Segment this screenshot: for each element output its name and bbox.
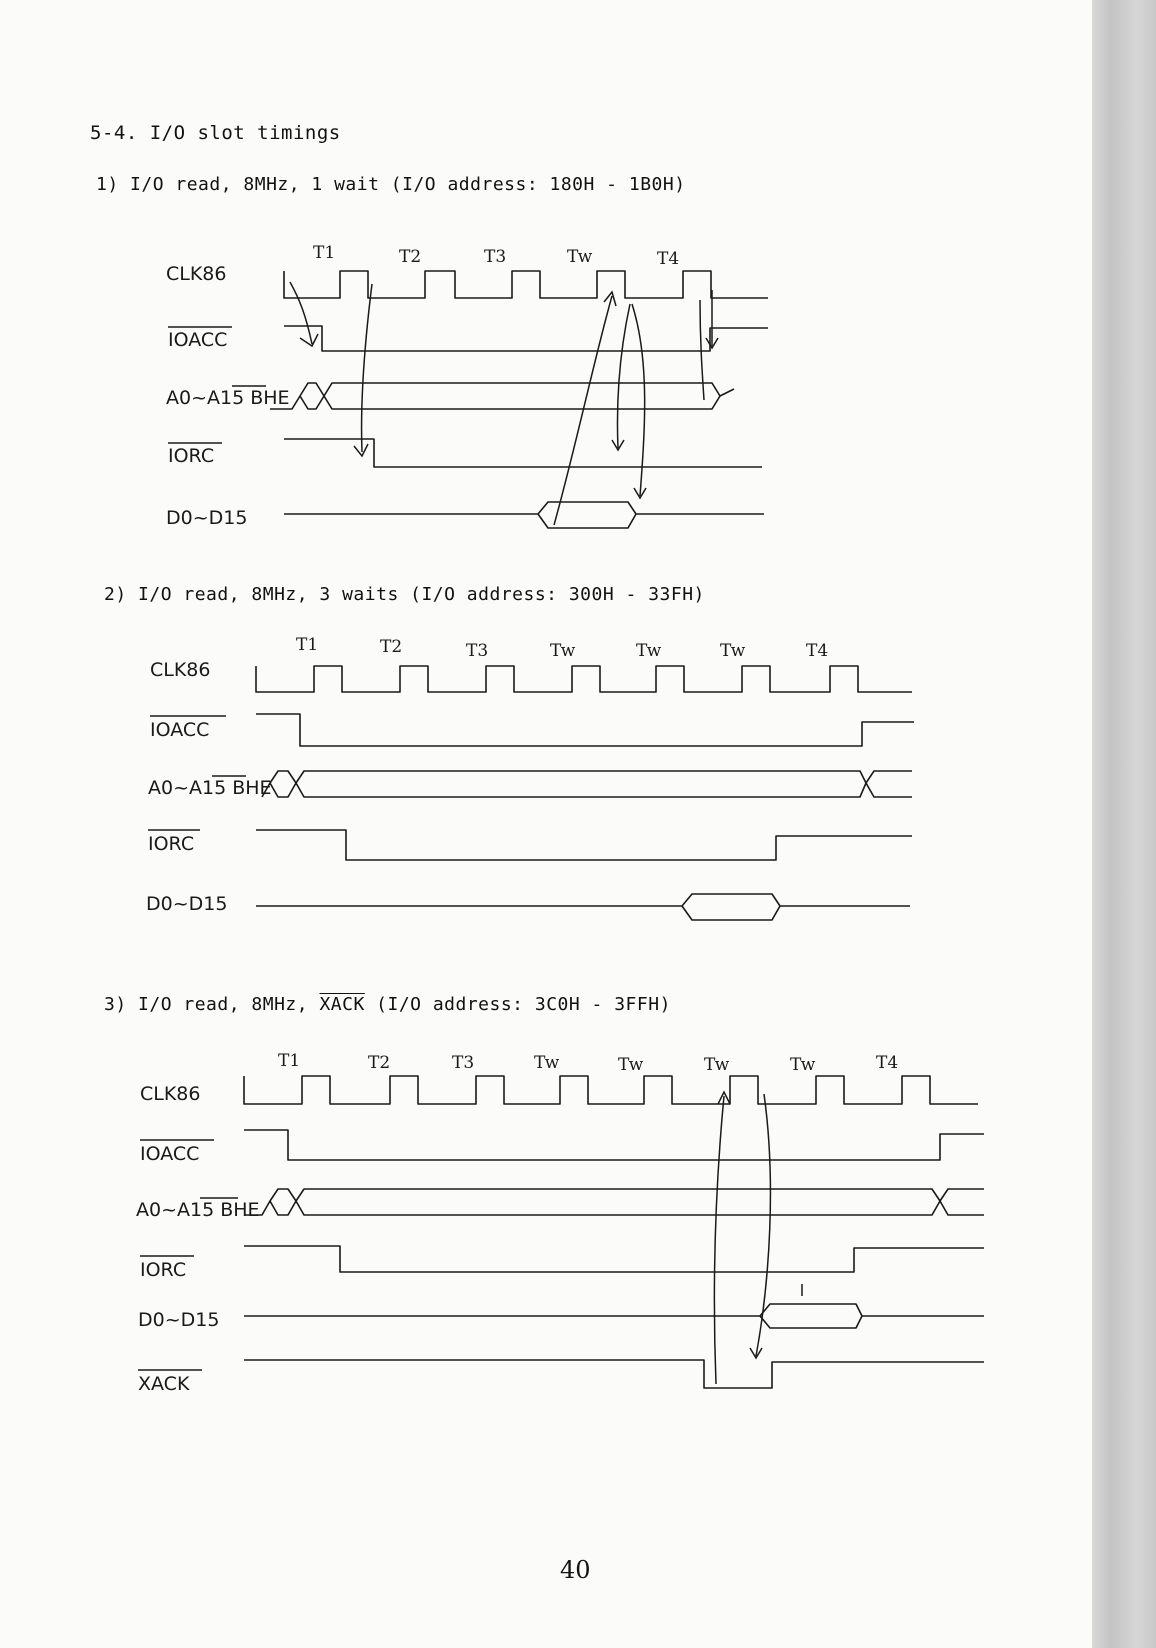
diagram-3 <box>136 1051 984 1395</box>
diagram-2-number: 2) <box>104 584 127 605</box>
diagram-1-caption: I/O read, 8MHz, 1 wait (I/O address: 180H - 1B0H) <box>130 174 686 195</box>
iorc-waveform <box>284 439 762 467</box>
ioacc-waveform <box>244 1130 984 1160</box>
signal-label-iorc: IORC <box>148 833 195 855</box>
clk86-waveform <box>244 1076 978 1104</box>
signal-label-address: A0~A15 BHE <box>166 387 290 409</box>
timing-arrow <box>714 1096 724 1384</box>
diagram-3-number: 3) <box>104 994 127 1015</box>
timing-arrow <box>554 296 612 525</box>
diagram-3-xack: XACK <box>319 994 365 1015</box>
state-label: T4 <box>657 249 680 269</box>
section-heading: 5-4. I/O slot timings <box>90 122 341 144</box>
signal-label-iorc: IORC <box>168 445 215 467</box>
xack-waveform <box>244 1360 984 1388</box>
state-label: T1 <box>296 635 319 655</box>
address-waveform <box>244 1189 984 1215</box>
signal-label-data: D0~D15 <box>146 893 228 915</box>
state-label: T2 <box>368 1053 391 1073</box>
signal-label-address: A0~A15 BHE <box>136 1199 260 1221</box>
signal-label-clk86: CLK86 <box>140 1083 201 1105</box>
signal-label-data: D0~D15 <box>138 1309 220 1331</box>
diagram-2-caption: I/O read, 8MHz, 3 waits (I/O address: 300H - 33FH) <box>138 584 705 605</box>
signal-label-ioacc: IOACC <box>150 719 210 741</box>
diagram-3-caption-suffix: (I/O address: 3C0H - 3FFH) <box>376 994 671 1015</box>
state-label: T1 <box>278 1051 301 1071</box>
state-label: Tw <box>567 247 593 267</box>
state-label: Tw <box>704 1055 730 1075</box>
state-label: Tw <box>550 641 576 661</box>
state-label: Tw <box>534 1053 560 1073</box>
diagram-1 <box>166 243 768 529</box>
timing-arrow <box>362 284 372 452</box>
state-label: Tw <box>720 641 746 661</box>
address-waveform <box>270 383 734 409</box>
data-waveform <box>244 1304 984 1328</box>
state-label: Tw <box>790 1055 816 1075</box>
state-label: T2 <box>399 247 422 267</box>
clk86-waveform <box>256 666 912 692</box>
ioacc-waveform <box>256 714 914 746</box>
iorc-waveform <box>244 1246 984 1272</box>
timing-arrow <box>290 282 312 344</box>
state-label: T3 <box>452 1053 475 1073</box>
address-waveform <box>262 771 912 797</box>
timing-arrow <box>354 444 368 456</box>
state-label: T1 <box>313 243 336 263</box>
state-label: Tw <box>618 1055 644 1075</box>
signal-label-address: A0~A15 BHE <box>148 777 272 799</box>
state-label: T3 <box>484 247 507 267</box>
diagram-3-caption: I/O read, 8MHz, <box>138 994 309 1015</box>
diagram-1-number: 1) <box>96 174 119 195</box>
data-waveform <box>256 894 910 920</box>
timing-arrow <box>700 300 704 400</box>
state-label: T4 <box>806 641 829 661</box>
page-number: 40 <box>560 1556 591 1584</box>
state-label: T2 <box>380 637 403 657</box>
signal-label-iorc: IORC <box>140 1259 187 1281</box>
signal-label-data: D0~D15 <box>166 507 248 529</box>
signal-label-clk86: CLK86 <box>166 263 227 285</box>
timing-arrow <box>300 334 318 346</box>
iorc-waveform <box>256 830 912 860</box>
timing-arrow <box>618 304 631 448</box>
diagram-2 <box>146 635 914 920</box>
signal-label-clk86: CLK86 <box>150 659 211 681</box>
state-label: T4 <box>876 1053 899 1073</box>
state-label: Tw <box>636 641 662 661</box>
signal-label-ioacc: IOACC <box>140 1143 200 1165</box>
state-label: T3 <box>466 641 489 661</box>
ioacc-waveform <box>284 326 768 351</box>
signal-label-ioacc: IOACC <box>168 329 228 351</box>
signal-label-xack: XACK <box>138 1373 190 1395</box>
data-waveform <box>284 502 764 528</box>
clk86-waveform <box>284 271 768 298</box>
